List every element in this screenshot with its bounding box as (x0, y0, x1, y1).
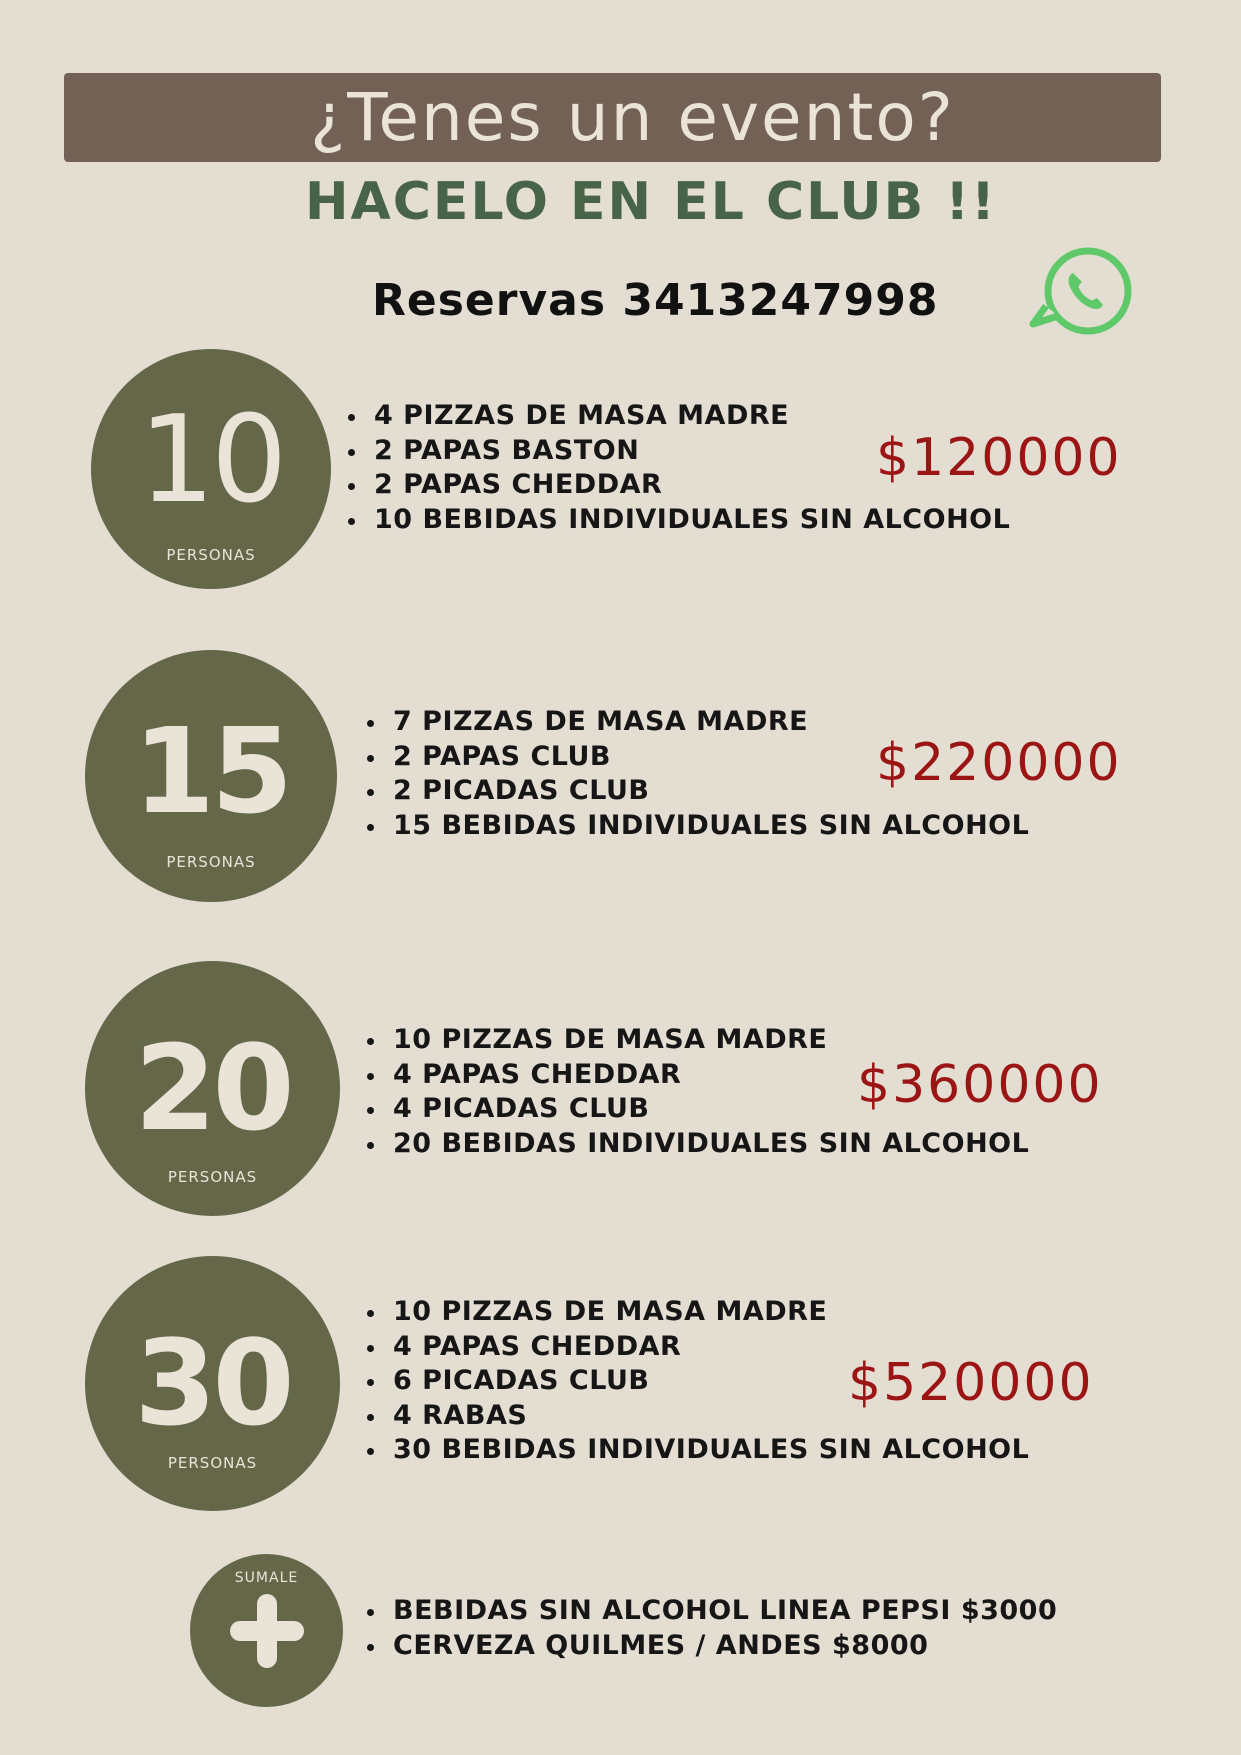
list-item: 2 PAPAS BASTON (346, 434, 1010, 469)
package-10-badge (91, 349, 331, 589)
package-30-price: $520000 (848, 1353, 1094, 1413)
page-subtitle: HACELO EN EL CLUB !! (305, 172, 997, 232)
package-number: 10 (138, 391, 284, 530)
list-item: 4 RABAS (365, 1399, 1029, 1434)
package-number: 20 (134, 1019, 291, 1157)
package-unit: PERSONAS (167, 1454, 258, 1472)
list-item: 2 PICADAS CLUB (365, 774, 1029, 809)
package-20-badge (85, 961, 340, 1216)
package-20-price: $360000 (857, 1055, 1103, 1115)
list-item: 10 PIZZAS DE MASA MADRE (365, 1023, 1029, 1058)
list-item: 2 PAPAS CHEDDAR (346, 468, 1010, 503)
extras-label: SUMALE (234, 1570, 299, 1586)
package-unit: PERSONAS (166, 853, 256, 871)
package-unit: PERSONAS (167, 1168, 258, 1186)
list-item: BEBIDAS SIN ALCOHOL LINEA PEPSI $3000 (365, 1594, 1057, 1629)
list-item: 7 PIZZAS DE MASA MADRE (365, 705, 1029, 740)
list-item: 30 BEBIDAS INDIVIDUALES SIN ALCOHOL (365, 1433, 1029, 1468)
list-item: 2 PAPAS CLUB (365, 740, 1029, 775)
package-15-badge (85, 650, 337, 902)
plus-icon (226, 1590, 308, 1672)
whatsapp-icon[interactable] (1028, 246, 1136, 342)
list-item: 10 PIZZAS DE MASA MADRE (365, 1295, 1029, 1330)
package-unit: PERSONAS (166, 546, 256, 564)
page-title: ¿Tenes un evento? (310, 79, 955, 156)
header-banner (64, 73, 1161, 162)
list-item: 4 PAPAS CHEDDAR (365, 1058, 1029, 1093)
list-item: 4 PIZZAS DE MASA MADRE (346, 399, 1010, 434)
package-10-price: $120000 (876, 428, 1122, 488)
list-item: 4 PAPAS CHEDDAR (365, 1330, 1029, 1365)
list-item: CERVEZA QUILMES / ANDES $8000 (365, 1629, 1057, 1664)
package-15-price: $220000 (876, 733, 1122, 793)
package-number: 30 (134, 1314, 291, 1452)
list-item: 6 PICADAS CLUB (365, 1364, 1029, 1399)
list-item: 4 PICADAS CLUB (365, 1092, 1029, 1127)
package-30-badge (85, 1256, 340, 1511)
list-item: 20 BEBIDAS INDIVIDUALES SIN ALCOHOL (365, 1127, 1029, 1162)
extras-badge (190, 1554, 343, 1707)
list-item: 15 BEBIDAS INDIVIDUALES SIN ALCOHOL (365, 809, 1029, 844)
package-number: 15 (132, 702, 290, 840)
list-item: 10 BEBIDAS INDIVIDUALES SIN ALCOHOL (346, 503, 1010, 538)
reservas-phone[interactable]: Reservas 3413247998 (372, 275, 939, 326)
extras-items (365, 1594, 1057, 1663)
